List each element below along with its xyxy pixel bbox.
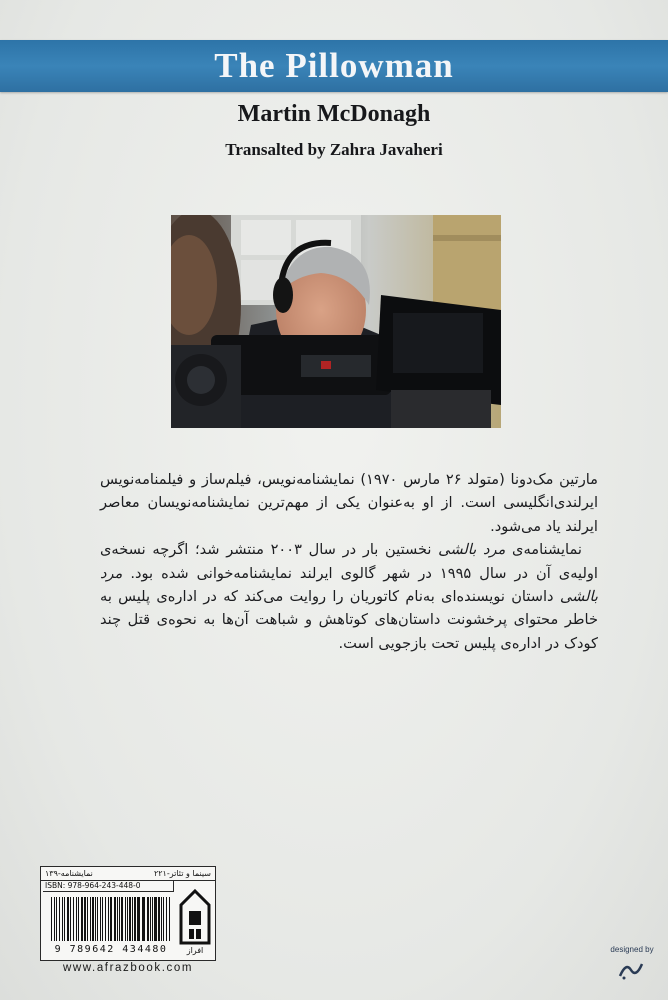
synopsis-paragraph-2: نمایشنامه‌ی مرد بالشی نخستین بار در سال ۲۰۰۳ منتشر شد؛ اگرچه نسخه‌ی اولیه‌ی آن در سال ۱۹۹۵ در شهر گالوی ایرلند نمایشنامه‌خوانی شده بود. مرد بالشی داستان نویسنده‌ای به‌نام کاتوریان را روایت می‌کند که در اداره‌ی پلیس به خاطر محتوای پرخشونت داستان‌های کوتاهش و شباهت آن‌ها به نحوه‌ی قتل چند کودک در اداره‌ی پلیس تحت بازجویی است. [100,541,598,652]
designer-logo-icon [616,958,646,982]
author-name: Martin McDonagh [237,101,431,127]
synopsis-paragraph-1: مارتین مک‌دونا (متولد ۲۶ مارس ۱۹۷۰) نمایشنامه‌نویس، فیلم‌ساز و فیلمنامه‌نویس ایرلندی‌انگلیسی است. از او به‌عنوان یکی از مهم‌ترین نمایشنامه‌نویسان معاصر ایرلند یاد می‌شود. [100,471,599,535]
designed-by-label: designed by [610,945,654,954]
isbn-label: ISBN: 978-964-243-448-0 [43,880,174,892]
imprint-box [40,866,216,961]
author-photo [171,215,501,428]
barcode-number: 9 789642 434480 [54,944,168,955]
translator-credit: Transalted by Zahra Javaheri [225,140,443,159]
book-title: The Pillowman [214,46,454,85]
publisher-logo-icon [177,885,213,957]
series-info [41,867,215,881]
barcode-icon [47,895,175,943]
series-cinema-theatre: سینما و تئاتر-۲۲۱ [153,869,211,878]
publisher-website: www.afrazbook.com [62,962,194,974]
publisher-logo-text: افراز [186,946,204,955]
synopsis [100,468,598,655]
series-plays: نمایشنامه-۱۳۹ [45,869,93,878]
